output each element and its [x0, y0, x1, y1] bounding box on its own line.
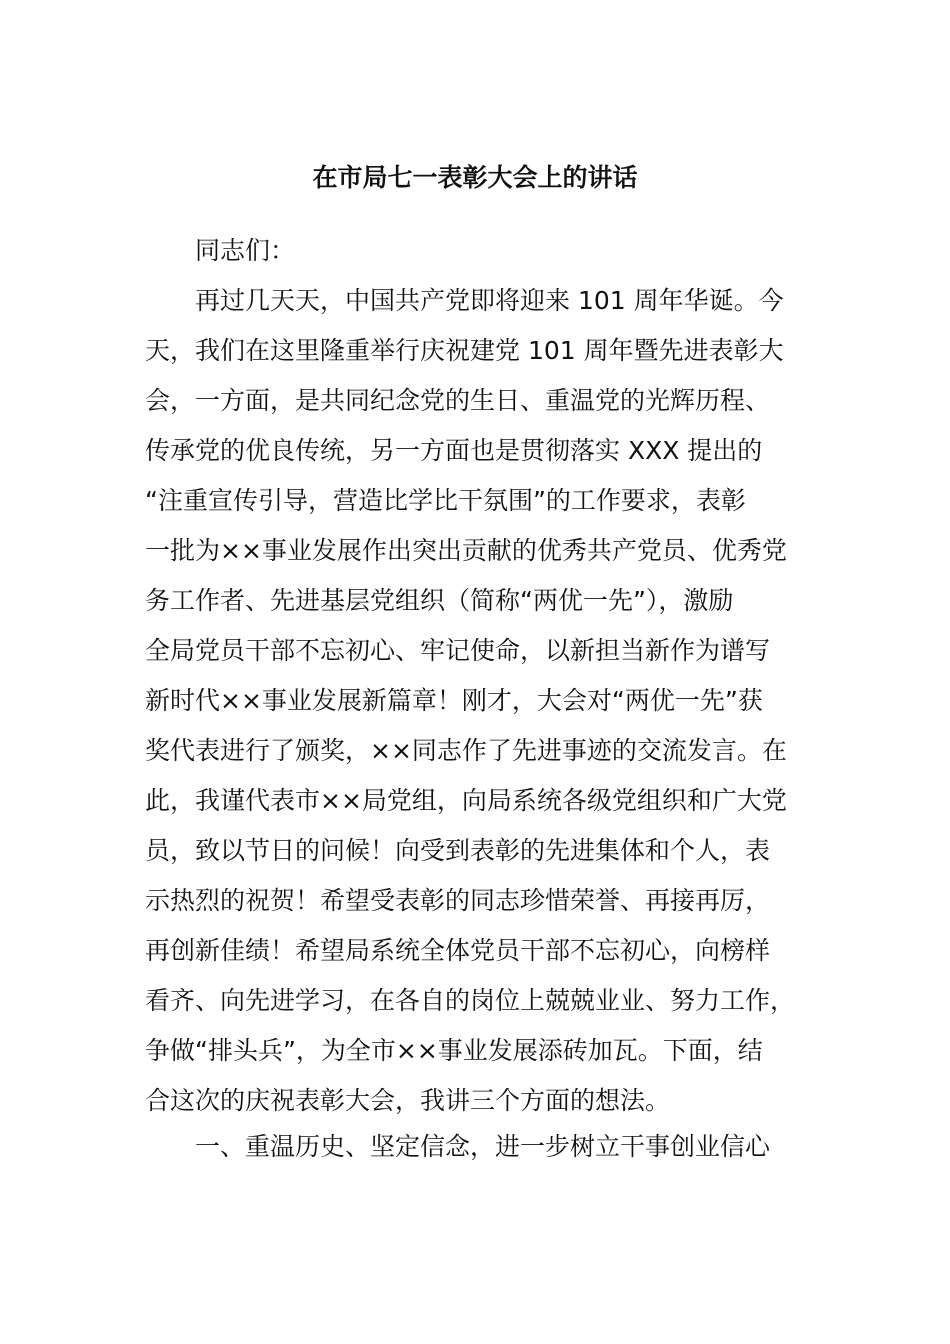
paragraph-line: 员，致以节日的问候！向受到表彰的先进集体和个人，表 — [145, 836, 771, 865]
document-title: 在市局七一表彰大会上的讲话 — [312, 163, 638, 192]
paragraph-1 — [145, 276, 810, 1126]
greeting-line: 同志们： — [195, 236, 296, 265]
paragraph-line: 看齐、向先进学习，在各自的岗位上兢兢业业、努力工作， — [145, 986, 796, 1015]
paragraph-line: 天，我们在这里隆重举行庆祝建党 101 周年暨先进表彰大 — [145, 336, 784, 365]
paragraph-line: 新时代××事业发展新篇章！刚才，大会对“两优一先”获 — [145, 686, 763, 715]
paragraph-line: 一批为××事业发展作出突出贡献的优秀共产党员、优秀党 — [145, 536, 787, 565]
paragraph-line: 务工作者、先进基层党组织（简称“两优一先”），激励 — [145, 586, 734, 615]
paragraph-line: 再过几天天，中国共产党即将迎来 101 周年华诞。今 — [195, 286, 784, 315]
paragraph-line: 争做“排头兵”，为全市××事业发展添砖加瓦。下面，结 — [145, 1036, 763, 1065]
paragraph-line: 会，一方面，是共同纪念党的生日、重温党的光辉历程、 — [145, 386, 771, 415]
section-heading-1 — [145, 1122, 810, 1172]
paragraph-line: 合这次的庆祝表彰大会，我讲三个方面的想法。 — [145, 1086, 671, 1115]
paragraph-line: 传承党的优良传统，另一方面也是贯彻落实 XXX 提出的 — [145, 436, 763, 465]
greeting — [145, 226, 810, 276]
section-heading-text: 一、重温历史、坚定信念，进一步树立干事创业信心 — [195, 1132, 771, 1161]
paragraph-line: 奖代表进行了颁奖，××同志作了先进事迹的交流发言。在 — [145, 736, 787, 765]
paragraph-line: 全局党员干部不忘初心、牢记使命，以新担当新作为谱写 — [145, 636, 771, 665]
paragraph-line: 再创新佳绩！希望局系统全体党员干部不忘初心，向榜样 — [145, 936, 771, 965]
paragraph-line: 示热烈的祝贺！希望受表彰的同志珍惜荣誉、再接再厉， — [145, 886, 771, 915]
paragraph-line: 此，我谨代表市××局党组，向局系统各级党组织和广大党 — [145, 786, 787, 815]
paragraph-line: “注重宣传引导，营造比学比干氛围”的工作要求，表彰 — [145, 486, 746, 515]
